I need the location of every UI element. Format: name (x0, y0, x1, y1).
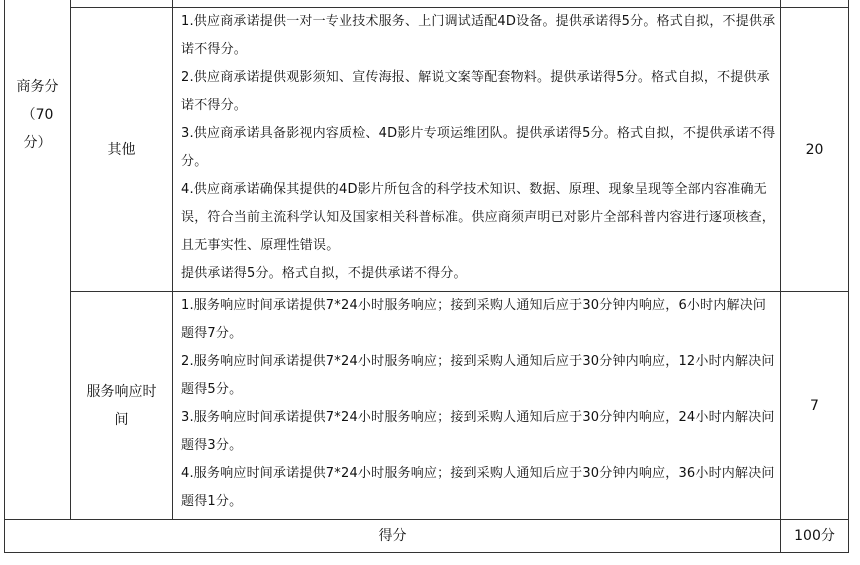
col-border-right (848, 0, 849, 553)
category-points-close: 分） (23, 135, 52, 151)
criteria-other (181, 8, 776, 288)
criteria-item: 2.供应商承诺提供观影须知、宣传海报、解说文案等配套物料。提供承诺得5分。格式自拟，不提供承诺不得分。 (181, 70, 770, 113)
row-label-line: 服务响应时 (86, 383, 157, 400)
row-label-service-response (71, 292, 172, 519)
category-label: 商务分 (16, 79, 59, 95)
criteria-item: 提供承诺得5分。格式自拟，不提供承诺不得分。 (181, 266, 467, 281)
criteria-item: 3.服务响应时间承诺提供7*24小时服务响应；接到采购人通知后应于30分钟内响应，24小时内解决问题得3分。 (181, 410, 775, 453)
criteria-item: 4.服务响应时间承诺提供7*24小时服务响应；接到采购人通知后应于30分钟内响应，36小时内解决问题得1分。 (181, 466, 775, 509)
row-score-other: 20 (805, 141, 824, 158)
criteria-service-response (181, 292, 776, 516)
footer-total: 100分 (794, 528, 835, 544)
row-label-other: 其他 (107, 141, 136, 158)
criteria-item: 2.服务响应时间承诺提供7*24小时服务响应；接到采购人通知后应于30分钟内响应，12小时内解决问题得5分。 (181, 354, 775, 397)
category-cell (5, 70, 70, 160)
row-score-service-response: 7 (810, 397, 819, 414)
footer-label: 得分 (378, 528, 407, 544)
criteria-item: 4.供应商承诺确保其提供的4D影片所包含的科学技术知识、数据、原理、现象呈现等全部内容准确无误，符合当前主流科学认知及国家相关科普标准。供应商须声明已对影片全部科普内容进行逐项核查，且无事实性、原理性错误。 (181, 182, 776, 253)
category-points-open: （70 (21, 107, 54, 123)
criteria-item: 1.服务响应时间承诺提供7*24小时服务响应；接到采购人通知后应于30分钟内响应，6小时内解决问题得7分。 (181, 298, 767, 341)
criteria-item: 1.供应商承诺提供一对一专业技术服务、上门调试适配4D设备。提供承诺得5分。格式自拟，不提供承诺不得分。 (181, 14, 776, 57)
row-border-bottom (4, 552, 848, 553)
criteria-item: 3.供应商承诺具备影视内容质检、4D影片专项运维团队。提供承诺得5分。格式自拟，不提供承诺不得分。 (181, 126, 776, 169)
col-border-2 (172, 0, 173, 520)
row-label-line: 间 (114, 411, 129, 428)
